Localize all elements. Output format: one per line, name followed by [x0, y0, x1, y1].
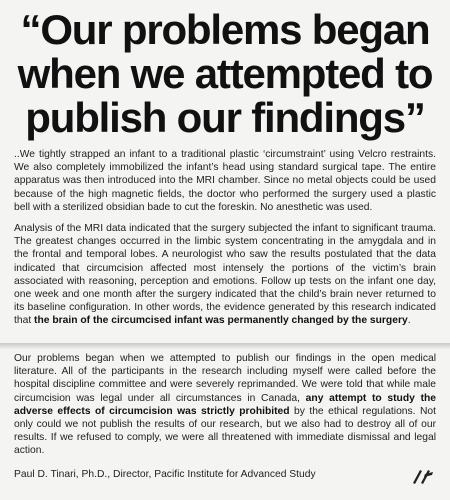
paragraph-publication-emphasis: any attempt to study the adverse effects of circumcision was strictly prohibited	[14, 392, 437, 417]
section-divider	[0, 343, 450, 349]
headline-line-1: “Our problems began	[20, 6, 430, 53]
headline-line-2: when we attempted to	[17, 50, 433, 97]
paragraph-publication-end: by the ethical regulations. Not only could we not publish the results of our research, but we also had to destroy all of our results. If we refused to comply, we were all threatened with immediate dismissal and legal action.	[14, 405, 436, 457]
upper-article-body	[14, 148, 436, 328]
paragraph-procedure: ..We tightly strapped an infant to a traditional plastic ‘circumstraint’ using Velcro restraints. We also completely immobilized the infant’s head using standard surgical tape. The entire apparatus was then introduced into the MRI chamber. Since no metal objects could be used because of the high magnetic fields, the doctor who performed the surgery used a plastic bell with a sterilized obsidian bade to cut the foreskin. No anesthetic was used.	[14, 149, 436, 213]
paragraph-analysis-end: .	[407, 315, 411, 327]
author-signature: Paul D. Tinari, Ph.D., Director, Pacific Institute for Advanced Study	[14, 468, 316, 480]
paragraph-analysis-emphasis: the brain of the circumcised infant was permanently changed by the surgery	[34, 315, 408, 327]
paragraph-publication-text: Our problems began when we attempted to publish our findings in the open medical literature. All of the participants in the research including myself were called before the hospital discipline committee and were severely reprimanded. We were told that while male circumcision was legal under all circumstances in Canada,	[14, 353, 436, 404]
paragraph-analysis-text: Analysis of the MRI data indicated that the surgery subjected the infant to significant trauma. The greatest changes occurred in the limbic system concentrating in the amygdala and in the frontal and temporal lobes. A neurologist who saw the results postulated that the data indicated that circumcision affected most intensely the portions of the victim’s brain associated with reasoning, perception and emotions. Follow up tests on the infant one day, one week and one month after the surgery indicated that the child’s brain never returned to its baseline configuration. In other words, the evidence generated by this research indicated that	[14, 223, 436, 327]
lower-article-body	[14, 352, 436, 481]
headline-quote	[14, 8, 436, 140]
paragraph-analysis	[14, 222, 436, 328]
headline-line-3: publish our findings”	[25, 94, 425, 141]
publisher-logo-icon	[410, 464, 436, 486]
paragraph-publication-problems	[14, 352, 436, 458]
